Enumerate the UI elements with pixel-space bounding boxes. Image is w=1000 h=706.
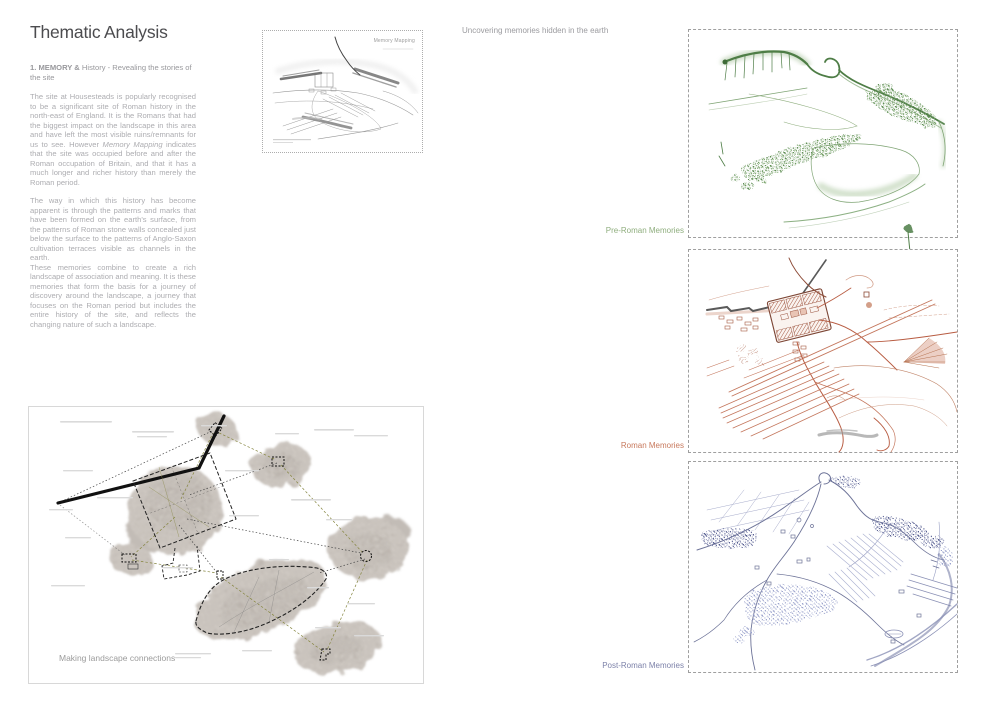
uncovering-memories-caption: Uncovering memories hidden in the earth <box>462 26 609 35</box>
connections-diagram-caption: Making landscape connections <box>59 653 176 663</box>
roman-memories-label: Roman Memories <box>620 441 684 450</box>
intro-paragraph-2: The way in which this history has become apparent is through the patterns and marks that have been formed on the earth's surface, from the patterns of Roman stone walls concealed just below the surface to the patterns of Anglo-Saxon cultivation terraces visible as channels in the earth. <box>30 196 196 262</box>
post-roman-sketch <box>689 462 957 672</box>
memory-mapping-sketch-panel <box>262 30 423 153</box>
pre-roman-memories-panel <box>688 29 958 238</box>
intro-text-column <box>30 22 196 329</box>
post-roman-memories-panel <box>688 461 958 673</box>
landscape-connections-diagram <box>29 407 423 683</box>
roman-sketch <box>689 250 957 452</box>
roman-memories-panel <box>688 249 958 453</box>
section-heading-text: History - Revealing the stories of the site <box>30 63 192 82</box>
page-title: Thematic Analysis <box>30 22 168 42</box>
pre-roman-sketch <box>689 30 957 237</box>
post-roman-memories-label: Post-Roman Memories <box>602 661 684 670</box>
intro-paragraph-1: The site at Housesteads is popularly recognised to be a significant site of Roman history in the north-east of England. It is the Romans that had the biggest impact on the landscape in this area and have left the most visible ruins/remnants for us to see. However Memory Mapping indicates that the site was occupied before and after the Roman occupation of Britain, and that it has a much longer and richer history than merely the Roman period. <box>30 92 196 187</box>
intro-paragraph-3: These memories combine to create a rich landscape of association and meaning. It is these memories that form the basis for a journey of discovery around the landscape, a journey that focuses on the Roman period but includes the entire history of the site, and reflects the changing nature of such a landscape. <box>30 262 196 329</box>
section-heading <box>30 63 196 82</box>
pre-roman-memories-label: Pre-Roman Memories <box>605 226 684 235</box>
memory-mapping-sketch-label: Memory Mapping <box>373 38 415 44</box>
memory-mapping-sketch <box>263 31 422 152</box>
landscape-connections-panel <box>28 406 424 684</box>
section-heading-number: 1. MEMORY & <box>30 63 80 72</box>
memory-mapping-reference: Memory Mapping <box>102 139 163 149</box>
